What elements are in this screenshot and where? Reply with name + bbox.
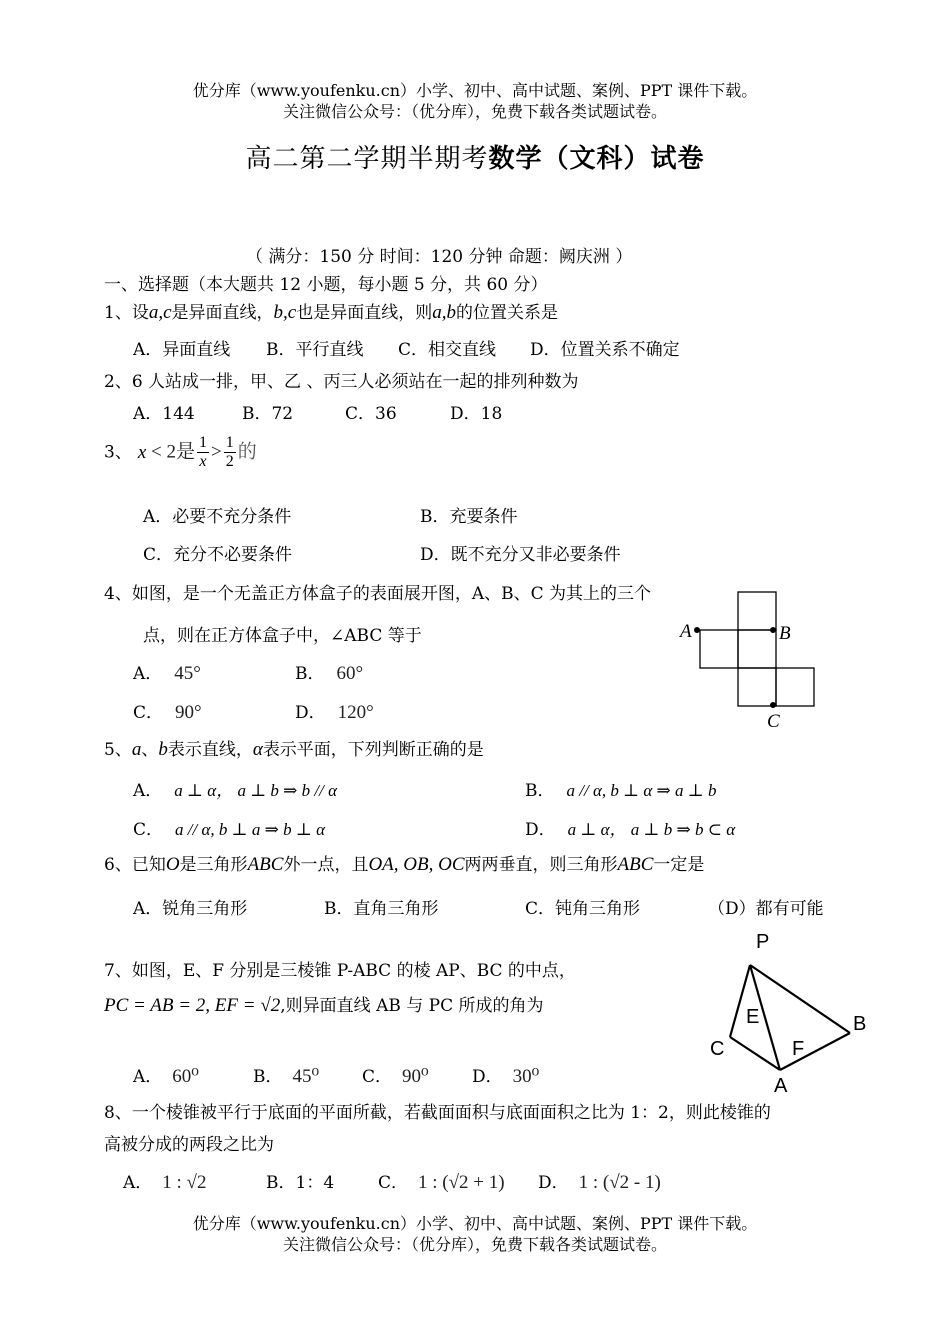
q6-option-c[interactable]: C．钝角三角形 [525, 899, 641, 919]
q5-option-d-expr: a ⊥ α， a ⊥ b ⇒ b ⊂ α [567, 820, 736, 839]
label-a7: A [774, 1075, 788, 1097]
q3-option-a[interactable]: A．必要不充分条件 [143, 507, 292, 527]
q7-option-d[interactable] [472, 1062, 539, 1088]
q5-a: a [131, 739, 142, 760]
question-7-line-1: 7、如图，E、F 分别是三棱锥 P-ABC 的棱 AP、BC 的中点， [104, 961, 576, 981]
q4-option-d-value: 120° [337, 702, 374, 723]
q8-option-a-label: A． [123, 1173, 153, 1193]
q3-number: 3、 [104, 442, 132, 463]
q7-option-d-value: 30⁰ [512, 1066, 540, 1087]
q5-option-d[interactable] [525, 815, 735, 840]
q8-option-d-label: D． [538, 1173, 569, 1193]
question-1 [104, 298, 558, 324]
cube-net-figure [675, 585, 825, 735]
q7-option-c-label: C． [362, 1067, 393, 1087]
title-subject: 数学（文科）试卷 [488, 144, 705, 174]
q1-math-ab: a,b [432, 302, 456, 323]
footer-line-2: 关注微信公众号：（优分库），免费下载各类试题试卷。 [282, 1235, 667, 1254]
q5-option-b-label: B． [525, 781, 555, 801]
net-square-left [700, 630, 738, 668]
net-square-center [738, 630, 776, 668]
q8-option-d-value: 1 : (√2 - 1) [578, 1172, 661, 1193]
header-line-2: 关注微信公众号：（优分库），免费下载各类试题试卷。 [282, 102, 667, 121]
q1-number: 1、设 [104, 303, 149, 323]
header-line-1: 优分库（www.youfenku.cn）小学、初中、高中试题、案例、PPT 课件下载。 [192, 81, 758, 100]
q1-text-3: 的位置关系是 [455, 303, 558, 323]
q7-option-a-label: A． [133, 1067, 163, 1087]
q1-option-b[interactable]: B．平行直线 [266, 340, 364, 360]
q3-option-d[interactable]: D．既不充分又非必要条件 [420, 545, 621, 565]
q6-abc-2: ABC [617, 854, 654, 875]
q5-option-c[interactable] [133, 815, 325, 840]
q5-option-d-label: D． [525, 820, 556, 840]
q5-option-c-expr: a // α, b ⊥ a ⇒ b ⊥ α [175, 820, 326, 839]
q4-option-d[interactable] [295, 698, 374, 724]
q5-option-c-label: C． [133, 820, 164, 840]
label-b: B [779, 623, 791, 644]
q2-option-a[interactable]: A．144 [133, 404, 195, 424]
question-7-line-2 [104, 991, 544, 1017]
q7-option-c-value: 90⁰ [402, 1066, 429, 1087]
q5-option-a-expr: a ⊥ α， a ⊥ b ⇒ b // α [174, 781, 338, 800]
q8-option-b-value: 1：4 [295, 1173, 335, 1193]
q3-gt: > [210, 441, 222, 463]
q8-option-c-label: C． [378, 1173, 409, 1193]
footer-line-1: 优分库（www.youfenku.cn）小学、初中、高中试题、案例、PPT 课件下载。 [192, 1214, 758, 1233]
q3-frac1-num: 1 [198, 434, 207, 451]
q5-option-b-expr: a // α, b ⊥ α ⇒ a ⊥ b [566, 781, 717, 800]
q8-option-a[interactable] [123, 1168, 207, 1194]
q2-option-c[interactable]: C．36 [345, 404, 397, 424]
q3-frac2-den: 2 [225, 453, 234, 470]
q7-option-b-value: 45⁰ [292, 1066, 320, 1087]
q5-text-1: 表示直线， [167, 740, 253, 760]
point-b [770, 627, 776, 633]
label-c7: C [710, 1038, 725, 1060]
question-3 [104, 434, 257, 471]
label-f: F [792, 1038, 805, 1060]
q4-option-a-label: A． [133, 664, 163, 684]
q8-option-b[interactable] [266, 1168, 334, 1193]
q1-option-d[interactable]: D．位置关系不确定 [530, 340, 680, 360]
question-5 [104, 735, 484, 761]
q7-option-a-value: 60⁰ [172, 1066, 199, 1087]
q1-math-ac: a,c [148, 302, 172, 323]
q3-fraction-2 [224, 434, 236, 471]
net-square-bottom [738, 668, 776, 706]
q6-text-1: 是三角形 [179, 855, 248, 875]
net-square-top [738, 592, 776, 630]
q5-b: b [158, 739, 168, 760]
q3-de: 的 [237, 441, 257, 463]
edge-ab [780, 1033, 850, 1070]
q8-option-c[interactable] [378, 1168, 505, 1194]
q7-option-a[interactable] [133, 1062, 199, 1088]
point-a [694, 627, 700, 633]
label-a: A [680, 621, 692, 642]
q3-fraction-1 [197, 434, 209, 471]
q4-option-c-label: C． [133, 703, 164, 723]
q4-option-b-value: 60° [336, 663, 364, 684]
label-b7: B [853, 1013, 867, 1035]
q6-option-a[interactable]: A．锐角三角形 [133, 899, 248, 919]
q6-text-3: 两两垂直，则三角形 [464, 855, 618, 875]
q1-option-c[interactable]: C．相交直线 [398, 340, 497, 360]
edge-pb [750, 965, 850, 1033]
q4-option-b[interactable] [295, 659, 363, 685]
q4-option-a-value: 45° [174, 663, 201, 684]
q1-text-1: 是异面直线， [171, 303, 274, 323]
q7-option-c[interactable] [362, 1062, 429, 1088]
q1-text-2: 也是异面直线，则 [296, 303, 433, 323]
q8-option-d[interactable] [538, 1168, 661, 1194]
q3-option-c[interactable]: C．充分不必要条件 [143, 545, 293, 565]
q6-option-b[interactable]: B．直角三角形 [324, 899, 439, 919]
question-8-line-1: 8、一个棱锥被平行于底面的平面所截，若截面面积与底面面积之比为 1：2，则此棱锥的 [104, 1103, 771, 1123]
q2-option-d[interactable]: D．18 [450, 404, 503, 424]
q7-option-b[interactable] [253, 1062, 319, 1088]
q5-sep: 、 [141, 740, 159, 760]
q8-option-a-value: 1 : √2 [162, 1172, 207, 1193]
q6-abc: ABC [247, 854, 284, 875]
q7-option-d-label: D． [472, 1067, 503, 1087]
question-6 [104, 850, 704, 876]
q3-condition: < 2是 [146, 441, 195, 463]
point-c [770, 702, 776, 708]
q5-option-a-label: A． [133, 781, 163, 801]
q3-option-b[interactable]: B．充要条件 [420, 507, 518, 527]
q3-x: x [137, 441, 147, 463]
label-p: P [756, 931, 770, 953]
q5-number: 5、 [104, 740, 132, 760]
label-c: C [767, 711, 780, 732]
q6-number: 6、已知 [104, 855, 166, 875]
q1-option-a[interactable]: A．异面直线 [133, 340, 231, 360]
q4-option-c-value: 90° [175, 702, 202, 723]
q5-option-a[interactable] [133, 776, 337, 801]
net-square-bottom-right [776, 668, 814, 706]
q7-expr: PC = AB = 2, EF = √2 [104, 995, 281, 1016]
exam-meta: （ 满分：150 分 时间：120 分钟 命题：阙庆洲 ） [246, 247, 633, 267]
q6-o: O [165, 854, 180, 875]
q6-text-2: 外一点，且 [283, 855, 369, 875]
q4-option-a[interactable] [133, 659, 201, 685]
q7-text: ,则异面直线 AB 与 PC 所成的角为 [280, 996, 544, 1016]
q4-option-b-label: B． [295, 664, 325, 684]
q6-text-4: 一定是 [653, 855, 705, 875]
q5-option-b[interactable] [525, 776, 717, 801]
q3-frac1-den: x [199, 453, 207, 470]
title-main: 高二第二学期半期考 [245, 144, 489, 174]
q7-option-b-label: B． [253, 1067, 283, 1087]
q3-frac2-num: 1 [225, 434, 234, 451]
section-heading: 一、选择题（本大题共 12 小题，每小题 5 分，共 60 分） [104, 275, 548, 295]
question-2: 2、6 人站成一排，甲、乙 、丙三人必须站在一起的排列种数为 [104, 372, 579, 392]
tetrahedron-figure [700, 925, 880, 1100]
q4-option-d-label: D． [295, 703, 326, 723]
q5-alpha: α [252, 739, 263, 760]
page-title [0, 138, 950, 175]
q6-option-d[interactable]: （D）都有可能 [708, 899, 824, 919]
q8-option-c-value: 1 : (√2 + 1) [418, 1172, 505, 1193]
question-4-line-1: 4、如图，是一个无盖正方体盒子的表面展开图，A、B、C 为其上的三个 [104, 584, 651, 604]
q6-rays: OA, OB, OC [368, 854, 465, 875]
question-4-line-2: 点，则在正方体盒子中，∠ABC 等于 [143, 626, 422, 646]
q4-option-c[interactable] [133, 698, 202, 724]
q8-option-b-label: B． [266, 1173, 296, 1193]
label-e: E [746, 1006, 760, 1028]
question-8-line-2: 高被分成的两段之比为 [104, 1135, 274, 1155]
q1-math-bc: b,c [273, 302, 297, 323]
q5-text-2: 表示平面，下列判断正确的是 [262, 740, 484, 760]
q2-option-b[interactable]: B．72 [242, 404, 294, 424]
